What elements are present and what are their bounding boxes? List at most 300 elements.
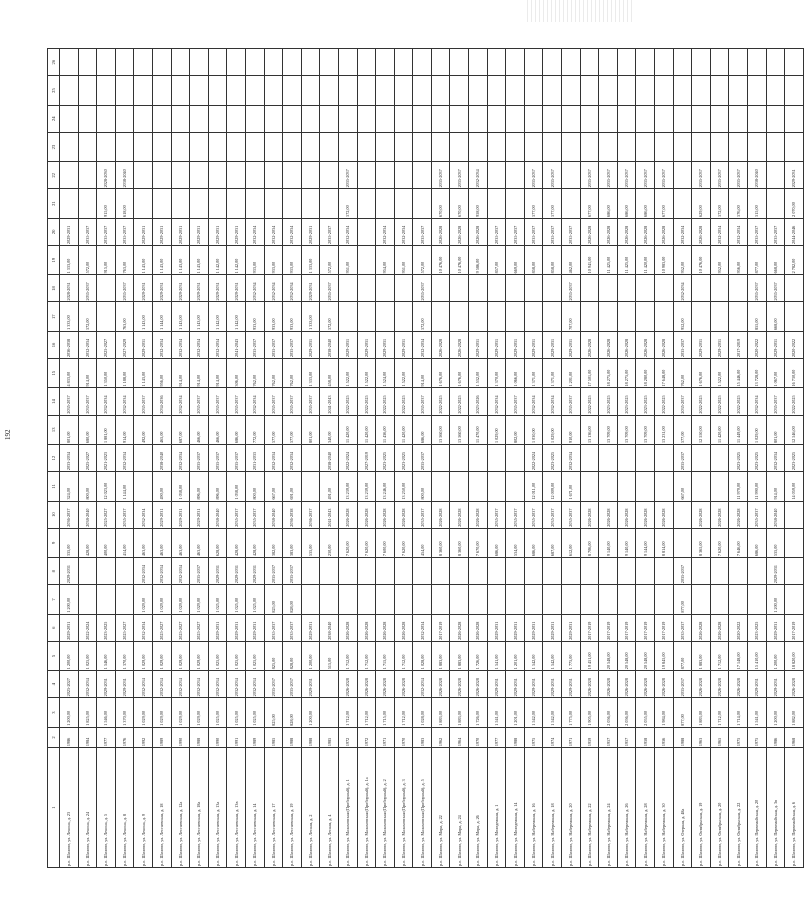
table-cell: 2038-2040 [320,331,339,358]
table-cell: 1 029,00 [190,698,209,727]
table-cell: 2032-2034 [134,671,153,698]
table-cell: 1 029,00 [152,641,171,670]
table-cell [301,472,320,501]
table-cell: 572,00 [320,302,339,331]
table-cell [655,76,674,105]
table-cell: 669,00 [506,245,525,274]
table-cell [599,76,618,105]
table-cell: 668,00 [766,302,785,331]
table-cell: 2026-2028 [636,501,655,528]
table-cell: 915,00 [97,245,116,274]
table-cell: 1 025,00 [227,698,246,727]
table-cell [394,76,413,105]
table-cell: 2035-2037 [543,162,562,189]
table-cell: 2029-2031 [190,275,209,302]
table-row [320,49,339,868]
table-cell [580,76,599,105]
table-cell [450,445,469,472]
table-cell [152,105,171,132]
table-cell [338,275,357,302]
table-cell: 2026-2028 [636,331,655,358]
table-cell [636,49,655,76]
table-cell: 1 200,00 [766,585,785,614]
table-cell: 1 142,00 [208,245,227,274]
table-cell: 15 410,00 [747,641,766,670]
table-row [115,49,134,868]
table-cell [692,105,711,132]
table-cell: 677,00 [580,189,599,218]
table-cell: 2032-2034 [245,218,264,245]
table-cell: 2035-2037 [692,162,711,189]
table-row [190,49,209,868]
table-cell: 2029-2031 [692,331,711,358]
table-cell: 2022-2025 [580,388,599,415]
table-cell [357,245,376,274]
table-cell [487,445,506,472]
table-cell: 2035-2037 [78,388,97,415]
address-cell: р.п. Шилово, ул. Набережная, д. 26 [617,748,636,868]
address-cell: р.п. Шилово, ул. Набережная, д. 30 [655,748,674,868]
table-cell: 2023-2025 [747,445,766,472]
table-cell: 2032-2034 [413,671,432,698]
table-cell: 1 025,00 [227,641,246,670]
table-cell [357,218,376,245]
table-cell: 1971 [376,727,395,747]
table-cell: 13 246,00 [376,472,395,501]
table-cell: 1 188,00 [115,359,134,388]
table-cell [115,49,134,76]
table-cell: 20 548,00 [636,641,655,670]
table-cell: 9 144,00 [636,528,655,557]
table-cell: 2029-2031 [376,331,395,358]
table-cell: 877,00 [673,585,692,614]
table-cell: 2029-2031 [152,501,171,528]
table-cell: 428,00 [78,528,97,557]
column-header: 6 [48,614,60,641]
table-cell: 11 420,00 [394,415,413,444]
table-cell: 2023-2025 [747,614,766,641]
table-cell [152,132,171,161]
table-cell [450,275,469,302]
table-cell [747,76,766,105]
table-cell [245,162,264,189]
table-cell: 2035-2037 [524,218,543,245]
address-cell: р.п. Шилово, ул. Набережная, д. 28 [636,748,655,868]
table-cell: 1 522,00 [710,359,729,388]
address-cell: р.п. Шилово, ул. Малаховская (Приборный), д. 1 [338,748,357,868]
table-cell: 463,00 [171,528,190,557]
table-cell: 2029-2031 [60,614,79,641]
table-cell: 858,00 [543,245,562,274]
table-row [617,49,636,868]
table-cell: 2029-2031 [134,218,153,245]
column-header: 13 [48,415,60,444]
table-cell [376,132,395,161]
table-cell: 2032-2034 [376,218,395,245]
table-cell: 1959 [580,727,599,747]
table-cell: 1988 [301,727,320,747]
table-cell [78,189,97,218]
table-cell [655,472,674,501]
table-cell [487,585,506,614]
table-cell [524,558,543,585]
table-cell [171,132,190,161]
table-cell: 1 881,00 [97,415,116,444]
table-row [357,49,376,868]
table-cell [692,585,711,614]
table-cell [729,585,748,614]
table-cell: 956,00 [152,359,171,388]
table-cell: 686,00 [617,189,636,218]
column-header: 18 [48,275,60,302]
table-cell [376,162,395,189]
table-cell: 466,00 [208,415,227,444]
table-cell: 1 712,00 [710,698,729,727]
table-cell [413,49,432,76]
table-cell: 1988 [283,727,302,747]
table-cell [450,472,469,501]
table-cell: 2029-2031 [60,218,79,245]
table-cell [394,162,413,189]
table-cell: 1 333,00 [301,302,320,331]
table-cell: 2032-2034 [673,218,692,245]
table-cell [97,105,116,132]
table-cell: 2026-2028 [338,501,357,528]
table-cell [710,49,729,76]
table-cell: 1 025,00 [208,585,227,614]
table-cell: 19 845,00 [655,641,674,670]
table-cell [673,162,692,189]
table-cell: 1 038,00 [227,472,246,501]
table-cell: 628,00 [208,528,227,557]
table-cell: 2032-2034 [190,671,209,698]
table-cell [710,105,729,132]
table-cell: 1974 [543,727,562,747]
table-cell [692,445,711,472]
table-cell: 2035-2037 [264,558,283,585]
address-cell: р.п. Шилово, ул. Молодежная, д. 1 [487,748,506,868]
table-cell [506,105,525,132]
table-cell: 2023-2025 [376,445,395,472]
table-cell: 2026-2028 [431,331,450,358]
table-cell [469,132,488,161]
table-cell: 2032-2034 [78,671,97,698]
table-cell: 2026-2028 [599,501,618,528]
table-cell: 13 239,00 [357,472,376,501]
table-cell [655,445,674,472]
table-cell [655,585,674,614]
table-cell: 855,00 [747,302,766,331]
table-cell: 1 371,00 [543,359,562,388]
table-cell: 825,00 [264,585,283,614]
table-cell: 933,00 [245,302,264,331]
table-cell: 1 350,00 [97,359,116,388]
table-cell: 2026-2028 [450,331,469,358]
address-cell: р.п. Шилово, ул. Молодежная, д. 14 [506,748,525,868]
table-cell: 2025-2027 [60,671,79,698]
address-cell: р.п. Шилово, ул. Малаховская (Приборный), д. 5 [413,748,432,868]
table-cell: 2035-2037 [301,388,320,415]
address-cell: р.п. Шилово, ул. Мира, д. 24 [450,748,469,868]
table-cell: 686,00 [599,189,618,218]
table-cell: 956,00 [729,245,748,274]
table-cell: 772,00 [245,415,264,444]
address-cell: р.п. Шилово, ул. Озерная, д. 48а [673,748,692,868]
table-cell [152,49,171,76]
table-cell: 7 620,00 [710,528,729,557]
table-cell: 2022-2024 [78,614,97,641]
table-cell: 1 333,00 [301,245,320,274]
table-cell [636,275,655,302]
table-cell [60,162,79,189]
table-row [245,49,264,868]
table-cell: 2017-2019 [599,614,618,641]
table-cell: 1 144,00 [152,302,171,331]
address-cell: р.п. Шилово, ул. Лесгаевская, д. 13в [227,748,246,868]
table-cell: 1 029,00 [171,585,190,614]
table-cell: 1985 [320,727,339,747]
table-cell [636,76,655,105]
table-cell: 1990 [171,727,190,747]
address-cell: р.п. Шилово, ул. Лесная, д. 4 [320,748,339,868]
table-cell: 13 709,00 [599,415,618,444]
table-row [78,49,97,868]
table-cell: 828,00 [283,698,302,727]
rotated-table-container [47,48,797,868]
table-cell: 1 726,00 [469,698,488,727]
header-row [48,49,60,868]
table-cell: 2 070,00 [785,189,804,218]
table-cell: 1 143,00 [134,359,153,388]
table-cell: 2032-2034 [543,388,562,415]
table-cell: 1975 [747,727,766,747]
table-cell [524,585,543,614]
table-cell: 801,00 [301,415,320,444]
table-cell: 572,00 [320,245,339,274]
table-cell [301,189,320,218]
column-header: 12 [48,445,60,472]
table-cell: 17 648,00 [655,359,674,388]
table-cell [710,302,729,331]
table-cell: 2026-2028 [617,671,636,698]
table-cell: 2035-2037 [413,501,432,528]
table-cell [264,162,283,189]
table-cell [171,49,190,76]
table-cell: 1988 [190,727,209,747]
table-cell [562,76,581,105]
table-cell [617,302,636,331]
table-cell: 577,00 [673,415,692,444]
table-cell [506,76,525,105]
table-cell: 2035-2037 [413,218,432,245]
address-cell: р.п. Шилово, ул. Первомайская, д. 3в [766,748,785,868]
table-cell [636,558,655,585]
table-cell: 16 730,00 [785,359,804,388]
table-cell: 1990 [208,727,227,747]
table-cell: 2029-2031 [208,275,227,302]
table-cell [562,558,581,585]
table-cell [264,105,283,132]
table-cell: 7 646,00 [729,528,748,557]
table-cell [469,49,488,76]
table-cell: 2017-2019 [785,614,804,641]
table-cell: 2022-2025 [357,388,376,415]
table-cell [227,132,246,161]
table-cell: 857,00 [487,245,506,274]
table-cell: 577,00 [283,415,302,444]
table-cell: 1 712,00 [394,641,413,670]
table-cell: 2020-2022 [747,331,766,358]
table-cell: 2022-2025 [710,388,729,415]
column-header: 10 [48,501,60,528]
column-header: 26 [48,49,60,76]
table-cell: 2035-2037 [208,445,227,472]
table-cell: 1 028,00 [413,698,432,727]
table-cell: 2035-2037 [673,388,692,415]
table-cell: 618,00 [115,189,134,218]
table-cell: 1977 [97,727,116,747]
table-cell: 1 200,00 [60,641,79,670]
table-cell [190,76,209,105]
table-cell: 2035-2037 [673,671,692,698]
table-cell [357,558,376,585]
table-cell: 2029-2031 [506,614,525,641]
address-cell: р.п. Шилово, ул. Ленина, д. 5 [97,748,116,868]
table-cell: 577,00 [524,189,543,218]
address-cell: р.п. Шилово, ул. Первомайская, д. 6 [785,748,804,868]
table-cell [673,501,692,528]
table-cell: 2032-2034 [264,445,283,472]
table-cell: 13 728,00 [747,359,766,388]
table-cell [710,558,729,585]
table-cell: 670,00 [450,189,469,218]
table-cell: 534,00 [506,528,525,557]
table-cell: 18 280,00 [636,359,655,388]
table-cell: 2032-2034 [413,331,432,358]
table-cell: 896,00 [208,472,227,501]
table-cell: 2029-2031 [785,162,804,189]
table-cell: 1 883,00 [692,641,711,670]
table-cell [766,76,785,105]
table-cell: 1 025,00 [208,698,227,727]
table-cell: 383,00 [283,528,302,557]
table-cell [245,49,264,76]
table-cell [301,105,320,132]
table-cell [655,275,674,302]
table-cell [506,445,525,472]
table-cell: 2035-2037 [747,501,766,528]
address-cell: р.п. Шилово, ул. Ленина, д. 8 [115,748,134,868]
table-cell: 454,00 [413,528,432,557]
table-cell [320,49,339,76]
table-cell: 2026-2028 [431,671,450,698]
table-cell: 2032-2034 [208,331,227,358]
table-cell: 2035-2037 [264,388,283,415]
table-cell [357,105,376,132]
table-cell: 1 522,00 [357,359,376,388]
table-cell [431,302,450,331]
table-cell: 2029-2031 [171,218,190,245]
table-cell: 1 029,00 [747,415,766,444]
table-cell: 1977 [487,727,506,747]
table-cell: 2029-2031 [208,558,227,585]
table-cell [729,76,748,105]
table-cell: 2035-2037 [208,388,227,415]
table-cell: 2022-2025 [450,388,469,415]
table-cell [450,76,469,105]
table-cell [97,132,116,161]
table-cell [543,558,562,585]
table-cell [60,76,79,105]
table-cell: 2026-2028 [469,501,488,528]
table-cell [171,189,190,218]
address-cell: р.п. Шилово, ул. Набережная, д. 22 [580,748,599,868]
table-cell: 463,00 [152,528,171,557]
table-cell [450,558,469,585]
table-cell: 2032-2034 [227,671,246,698]
table-cell: 515,00 [747,189,766,218]
table-cell [785,76,804,105]
table-cell: 762,00 [673,359,692,388]
table-cell: 762,00 [264,359,283,388]
table-cell: 1 541,00 [747,698,766,727]
address-cell: р.п. Шилово, ул. Октябрьская, д. 19 [692,748,711,868]
table-cell: 933,00 [264,245,283,274]
table-cell: 2029-2031 [227,275,246,302]
table-cell [785,501,804,528]
table-cell: 2026-2028 [450,614,469,641]
table-cell [227,105,246,132]
table-cell: 17 501,00 [580,359,599,388]
table-cell: 2029-2031 [208,218,227,245]
table-cell: 2035-2037 [636,162,655,189]
table-cell: 2032-2034 [283,275,302,302]
table-cell [655,105,674,132]
table-cell [785,49,804,76]
table-cell: 1 775,00 [562,698,581,727]
table-cell: 1 546,00 [97,641,116,670]
table-cell: 2017-2019 [655,614,674,641]
table-cell: 680,00 [78,415,97,444]
table-cell [320,162,339,189]
table-cell: 763,00 [115,245,134,274]
table-cell: 2035-2037 [283,614,302,641]
table-cell [524,76,543,105]
table-cell [208,132,227,161]
table-cell [245,132,264,161]
table-cell: 1 142,00 [208,302,227,331]
table-cell [747,132,766,161]
table-cell: 2026-2028 [599,331,618,358]
table-cell: 20 548,00 [599,641,618,670]
table-cell: 2026-2028 [710,614,729,641]
table-cell [692,302,711,331]
table-cell: 2035-2037 [115,218,134,245]
table-cell: 2035-2037 [245,331,264,358]
table-cell: 1 333,00 [60,302,79,331]
table-cell [692,275,711,302]
table-cell: 10 941,00 [580,245,599,274]
table-cell: 2032-2034 [171,388,190,415]
table-cell: 2026-2028 [469,614,488,641]
table-cell: 1 143,00 [152,245,171,274]
table-cell: 2035-2037 [413,445,432,472]
table-cell [208,162,227,189]
table-cell: 13 709,00 [617,415,636,444]
table-cell: 1 029,00 [134,585,153,614]
table-cell: 2029-2031 [301,218,320,245]
table-cell: 2026-2028 [599,218,618,245]
